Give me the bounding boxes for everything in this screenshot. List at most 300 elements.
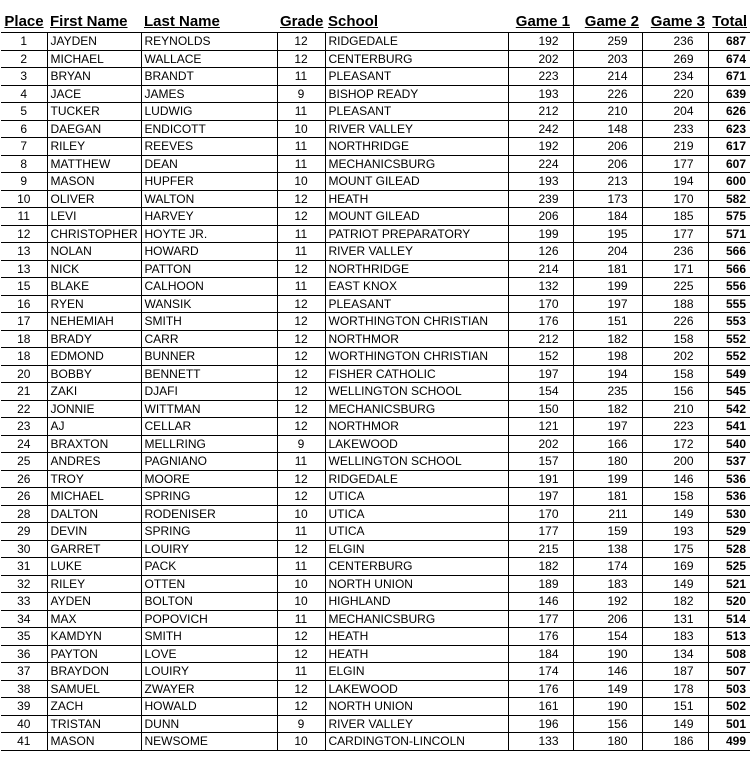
cell-game-2: 214 — [573, 68, 642, 86]
cell-game-2: 181 — [573, 488, 642, 506]
cell-game-2: 197 — [573, 418, 642, 436]
cell-game-3: 226 — [642, 313, 708, 331]
cell-game-2: 203 — [573, 50, 642, 68]
cell-game-2: 138 — [573, 540, 642, 558]
cell-first-name: ANDRES — [47, 453, 141, 471]
cell-grade: 12 — [277, 295, 325, 313]
cell-game-3: 225 — [642, 278, 708, 296]
table-row — [1, 208, 750, 226]
cell-last-name: BOLTON — [141, 593, 277, 611]
cell-grade: 10 — [277, 575, 325, 593]
cell-last-name: CARR — [141, 330, 277, 348]
cell-total: 617 — [708, 138, 750, 156]
cell-place: 20 — [1, 365, 47, 383]
cell-last-name: REEVES — [141, 138, 277, 156]
cell-grade: 12 — [277, 628, 325, 646]
cell-last-name: HOWARD — [141, 243, 277, 261]
cell-last-name: RODENISER — [141, 505, 277, 523]
cell-game-1: 176 — [508, 313, 573, 331]
cell-last-name: NEWSOME — [141, 733, 277, 751]
cell-school: WORTHINGTON CHRISTIAN — [325, 313, 508, 331]
cell-last-name: MOORE — [141, 470, 277, 488]
cell-game-2: 148 — [573, 120, 642, 138]
table-row — [1, 418, 750, 436]
cell-place: 40 — [1, 715, 47, 733]
cell-first-name: JAYDEN — [47, 33, 141, 51]
cell-game-3: 158 — [642, 488, 708, 506]
table-row — [1, 470, 750, 488]
cell-game-1: 192 — [508, 33, 573, 51]
cell-game-1: 146 — [508, 593, 573, 611]
cell-school: RIDGEDALE — [325, 470, 508, 488]
cell-game-3: 187 — [642, 663, 708, 681]
table-row — [1, 628, 750, 646]
cell-school: RIDGEDALE — [325, 33, 508, 51]
cell-place: 17 — [1, 313, 47, 331]
cell-last-name: JAMES — [141, 85, 277, 103]
cell-game-2: 204 — [573, 243, 642, 261]
table-row — [1, 645, 750, 663]
table-row — [1, 313, 750, 331]
cell-school: HEATH — [325, 628, 508, 646]
cell-game-1: 177 — [508, 523, 573, 541]
cell-total: 536 — [708, 470, 750, 488]
cell-total: 525 — [708, 558, 750, 576]
table-row — [1, 190, 750, 208]
table-row — [1, 558, 750, 576]
cell-game-3: 234 — [642, 68, 708, 86]
cell-last-name: REYNOLDS — [141, 33, 277, 51]
cell-game-2: 190 — [573, 645, 642, 663]
cell-game-1: 202 — [508, 50, 573, 68]
cell-game-2: 199 — [573, 278, 642, 296]
cell-game-3: 185 — [642, 208, 708, 226]
cell-last-name: LUDWIG — [141, 103, 277, 121]
cell-grade: 11 — [277, 243, 325, 261]
cell-last-name: BUNNER — [141, 348, 277, 366]
cell-game-3: 151 — [642, 698, 708, 716]
cell-game-3: 200 — [642, 453, 708, 471]
cell-game-3: 186 — [642, 733, 708, 751]
cell-game-2: 190 — [573, 698, 642, 716]
cell-place: 23 — [1, 418, 47, 436]
cell-total: 582 — [708, 190, 750, 208]
cell-grade: 11 — [277, 278, 325, 296]
cell-game-1: 150 — [508, 400, 573, 418]
table-row — [1, 593, 750, 611]
cell-first-name: LEVI — [47, 208, 141, 226]
cell-first-name: BRAYDON — [47, 663, 141, 681]
cell-school: PLEASANT — [325, 295, 508, 313]
cell-game-3: 156 — [642, 383, 708, 401]
cell-first-name: JACE — [47, 85, 141, 103]
cell-last-name: SMITH — [141, 313, 277, 331]
cell-first-name: CHRISTOPHER — [47, 225, 141, 243]
cell-first-name: DALTON — [47, 505, 141, 523]
cell-game-2: 180 — [573, 733, 642, 751]
cell-game-3: 175 — [642, 540, 708, 558]
cell-game-3: 236 — [642, 33, 708, 51]
cell-place: 34 — [1, 610, 47, 628]
cell-last-name: DJAFI — [141, 383, 277, 401]
cell-grade: 11 — [277, 103, 325, 121]
cell-place: 29 — [1, 523, 47, 541]
cell-total: 536 — [708, 488, 750, 506]
cell-place: 18 — [1, 330, 47, 348]
cell-school: CENTERBURG — [325, 50, 508, 68]
cell-game-2: 156 — [573, 715, 642, 733]
table-row — [1, 698, 750, 716]
cell-total: 671 — [708, 68, 750, 86]
table-row — [1, 295, 750, 313]
cell-total: 626 — [708, 103, 750, 121]
cell-last-name: ZWAYER — [141, 680, 277, 698]
cell-place: 28 — [1, 505, 47, 523]
cell-grade: 12 — [277, 208, 325, 226]
header-game-1: Game 1 — [515, 13, 570, 30]
table-row — [1, 365, 750, 383]
cell-game-2: 182 — [573, 330, 642, 348]
cell-total: 542 — [708, 400, 750, 418]
cell-game-1: 184 — [508, 645, 573, 663]
cell-game-3: 236 — [642, 243, 708, 261]
cell-game-1: 239 — [508, 190, 573, 208]
cell-place: 26 — [1, 470, 47, 488]
cell-game-1: 224 — [508, 155, 573, 173]
cell-grade: 10 — [277, 593, 325, 611]
cell-game-1: 199 — [508, 225, 573, 243]
cell-place: 30 — [1, 540, 47, 558]
cell-game-2: 184 — [573, 208, 642, 226]
cell-game-2: 151 — [573, 313, 642, 331]
cell-school: NORTHRIDGE — [325, 260, 508, 278]
cell-grade: 11 — [277, 453, 325, 471]
cell-game-2: 183 — [573, 575, 642, 593]
cell-game-2: 259 — [573, 33, 642, 51]
cell-last-name: POPOVICH — [141, 610, 277, 628]
cell-school: MECHANICSBURG — [325, 610, 508, 628]
cell-game-1: 121 — [508, 418, 573, 436]
cell-game-1: 189 — [508, 575, 573, 593]
cell-game-3: 134 — [642, 645, 708, 663]
cell-game-2: 180 — [573, 453, 642, 471]
table-row — [1, 173, 750, 191]
cell-total: 566 — [708, 243, 750, 261]
cell-game-3: 188 — [642, 295, 708, 313]
cell-grade: 12 — [277, 33, 325, 51]
cell-school: CARDINGTON-LINCOLN — [325, 733, 508, 751]
cell-game-2: 146 — [573, 663, 642, 681]
cell-school: MOUNT GILEAD — [325, 173, 508, 191]
cell-game-2: 197 — [573, 295, 642, 313]
cell-game-1: 206 — [508, 208, 573, 226]
table-row — [1, 225, 750, 243]
cell-total: 521 — [708, 575, 750, 593]
cell-first-name: AYDEN — [47, 593, 141, 611]
cell-place: 16 — [1, 295, 47, 313]
cell-first-name: DAEGAN — [47, 120, 141, 138]
cell-game-3: 158 — [642, 330, 708, 348]
cell-place: 37 — [1, 663, 47, 681]
table-row — [1, 348, 750, 366]
cell-school: NORTHRIDGE — [325, 138, 508, 156]
cell-place: 6 — [1, 120, 47, 138]
cell-place: 12 — [1, 225, 47, 243]
cell-total: 552 — [708, 330, 750, 348]
cell-grade: 11 — [277, 68, 325, 86]
cell-place: 8 — [1, 155, 47, 173]
table-row — [1, 400, 750, 418]
cell-game-2: 154 — [573, 628, 642, 646]
cell-school: HIGHLAND — [325, 593, 508, 611]
cell-first-name: PAYTON — [47, 645, 141, 663]
cell-grade: 12 — [277, 190, 325, 208]
cell-place: 4 — [1, 85, 47, 103]
table-row — [1, 663, 750, 681]
header-row — [1, 12, 750, 33]
cell-first-name: MAX — [47, 610, 141, 628]
cell-grade: 10 — [277, 120, 325, 138]
cell-school: PLEASANT — [325, 68, 508, 86]
cell-game-2: 198 — [573, 348, 642, 366]
cell-grade: 12 — [277, 383, 325, 401]
cell-game-3: 149 — [642, 505, 708, 523]
cell-game-2: 173 — [573, 190, 642, 208]
cell-first-name: TRISTAN — [47, 715, 141, 733]
cell-game-1: 193 — [508, 173, 573, 191]
cell-place: 36 — [1, 645, 47, 663]
cell-school: UTICA — [325, 488, 508, 506]
cell-last-name: LOUIRY — [141, 540, 277, 558]
cell-grade: 12 — [277, 400, 325, 418]
table-row — [1, 505, 750, 523]
cell-place: 21 — [1, 383, 47, 401]
table-row — [1, 680, 750, 698]
cell-school: UTICA — [325, 523, 508, 541]
cell-grade: 9 — [277, 85, 325, 103]
cell-game-3: 169 — [642, 558, 708, 576]
cell-school: BISHOP READY — [325, 85, 508, 103]
cell-first-name: MICHAEL — [47, 50, 141, 68]
cell-total: 513 — [708, 628, 750, 646]
cell-school: FISHER CATHOLIC — [325, 365, 508, 383]
cell-game-2: 199 — [573, 470, 642, 488]
cell-total: 507 — [708, 663, 750, 681]
cell-game-2: 235 — [573, 383, 642, 401]
cell-place: 3 — [1, 68, 47, 86]
cell-total: 575 — [708, 208, 750, 226]
cell-total: 552 — [708, 348, 750, 366]
cell-total: 687 — [708, 33, 750, 51]
cell-first-name: ZACH — [47, 698, 141, 716]
table-row — [1, 278, 750, 296]
cell-game-3: 131 — [642, 610, 708, 628]
cell-game-3: 219 — [642, 138, 708, 156]
cell-last-name: LOUIRY — [141, 663, 277, 681]
cell-total: 674 — [708, 50, 750, 68]
table-row — [1, 715, 750, 733]
cell-game-2: 182 — [573, 400, 642, 418]
cell-grade: 12 — [277, 698, 325, 716]
cell-game-2: 211 — [573, 505, 642, 523]
cell-game-1: 196 — [508, 715, 573, 733]
cell-first-name: GARRET — [47, 540, 141, 558]
cell-grade: 12 — [277, 488, 325, 506]
cell-game-1: 126 — [508, 243, 573, 261]
header-grade: Grade — [280, 13, 324, 30]
cell-total: 502 — [708, 698, 750, 716]
cell-first-name: LUKE — [47, 558, 141, 576]
cell-place: 33 — [1, 593, 47, 611]
cell-game-1: 192 — [508, 138, 573, 156]
cell-game-3: 177 — [642, 225, 708, 243]
cell-first-name: KAMDYN — [47, 628, 141, 646]
cell-first-name: RYEN — [47, 295, 141, 313]
cell-first-name: OLIVER — [47, 190, 141, 208]
cell-grade: 12 — [277, 540, 325, 558]
cell-school: NORTH UNION — [325, 698, 508, 716]
cell-last-name: WALTON — [141, 190, 277, 208]
cell-grade: 12 — [277, 680, 325, 698]
cell-game-3: 220 — [642, 85, 708, 103]
cell-last-name: PAGNIANO — [141, 453, 277, 471]
cell-game-1: 242 — [508, 120, 573, 138]
cell-first-name: MASON — [47, 733, 141, 751]
cell-grade: 11 — [277, 138, 325, 156]
cell-game-3: 233 — [642, 120, 708, 138]
header-last-name: Last Name — [144, 13, 220, 30]
cell-school: MECHANICSBURG — [325, 155, 508, 173]
cell-game-3: 182 — [642, 593, 708, 611]
cell-school: NORTH UNION — [325, 575, 508, 593]
cell-grade: 11 — [277, 663, 325, 681]
cell-grade: 12 — [277, 260, 325, 278]
cell-game-3: 158 — [642, 365, 708, 383]
cell-last-name: OTTEN — [141, 575, 277, 593]
cell-first-name: BOBBY — [47, 365, 141, 383]
cell-first-name: DEVIN — [47, 523, 141, 541]
cell-grade: 11 — [277, 610, 325, 628]
table-row — [1, 138, 750, 156]
cell-last-name: HOYTE JR. — [141, 225, 277, 243]
cell-first-name: NICK — [47, 260, 141, 278]
cell-game-1: 176 — [508, 680, 573, 698]
cell-place: 39 — [1, 698, 47, 716]
cell-last-name: WALLACE — [141, 50, 277, 68]
cell-game-3: 177 — [642, 155, 708, 173]
table-row — [1, 68, 750, 86]
cell-last-name: HARVEY — [141, 208, 277, 226]
cell-place: 11 — [1, 208, 47, 226]
table-row — [1, 330, 750, 348]
cell-school: PLEASANT — [325, 103, 508, 121]
table-row — [1, 523, 750, 541]
cell-grade: 9 — [277, 435, 325, 453]
cell-grade: 9 — [277, 715, 325, 733]
header-first-name: First Name — [50, 13, 128, 30]
cell-game-1: 193 — [508, 85, 573, 103]
cell-last-name: HOWALD — [141, 698, 277, 716]
cell-first-name: MASON — [47, 173, 141, 191]
cell-game-1: 161 — [508, 698, 573, 716]
cell-grade: 11 — [277, 523, 325, 541]
cell-school: HEATH — [325, 190, 508, 208]
cell-total: 529 — [708, 523, 750, 541]
cell-grade: 12 — [277, 348, 325, 366]
cell-game-2: 149 — [573, 680, 642, 698]
cell-school: LAKEWOOD — [325, 435, 508, 453]
table-row — [1, 85, 750, 103]
standings-table — [1, 12, 750, 751]
cell-school: NORTHMOR — [325, 418, 508, 436]
cell-game-3: 178 — [642, 680, 708, 698]
cell-last-name: SPRING — [141, 523, 277, 541]
cell-game-1: 212 — [508, 103, 573, 121]
cell-school: WELLINGTON SCHOOL — [325, 383, 508, 401]
cell-game-1: 215 — [508, 540, 573, 558]
cell-game-1: 223 — [508, 68, 573, 86]
cell-game-2: 195 — [573, 225, 642, 243]
cell-game-3: 171 — [642, 260, 708, 278]
table-row — [1, 383, 750, 401]
cell-game-2: 181 — [573, 260, 642, 278]
cell-game-2: 206 — [573, 138, 642, 156]
cell-game-3: 202 — [642, 348, 708, 366]
cell-game-1: 214 — [508, 260, 573, 278]
cell-game-1: 182 — [508, 558, 573, 576]
cell-school: WORTHINGTON CHRISTIAN — [325, 348, 508, 366]
cell-place: 35 — [1, 628, 47, 646]
header-total: Total — [712, 13, 747, 30]
cell-last-name: SMITH — [141, 628, 277, 646]
cell-place: 18 — [1, 348, 47, 366]
cell-total: 540 — [708, 435, 750, 453]
cell-first-name: BRADY — [47, 330, 141, 348]
cell-first-name: BRAXTON — [47, 435, 141, 453]
cell-grade: 11 — [277, 155, 325, 173]
cell-total: 556 — [708, 278, 750, 296]
cell-last-name: DEAN — [141, 155, 277, 173]
cell-game-3: 172 — [642, 435, 708, 453]
cell-school: UTICA — [325, 505, 508, 523]
cell-place: 9 — [1, 173, 47, 191]
cell-place: 24 — [1, 435, 47, 453]
table-row — [1, 120, 750, 138]
cell-game-3: 194 — [642, 173, 708, 191]
header-game-3: Game 3 — [650, 13, 705, 30]
table-row — [1, 103, 750, 121]
cell-total: 499 — [708, 733, 750, 751]
cell-total: 520 — [708, 593, 750, 611]
cell-total: 553 — [708, 313, 750, 331]
cell-school: ELGIN — [325, 540, 508, 558]
cell-first-name: AJ — [47, 418, 141, 436]
cell-game-1: 197 — [508, 365, 573, 383]
header-game-2: Game 2 — [584, 13, 639, 30]
table-row — [1, 260, 750, 278]
cell-first-name: TROY — [47, 470, 141, 488]
cell-game-3: 170 — [642, 190, 708, 208]
cell-last-name: BRANDT — [141, 68, 277, 86]
cell-game-1: 132 — [508, 278, 573, 296]
cell-total: 501 — [708, 715, 750, 733]
cell-first-name: SAMUEL — [47, 680, 141, 698]
table-row — [1, 243, 750, 261]
cell-last-name: CELLAR — [141, 418, 277, 436]
cell-total: 566 — [708, 260, 750, 278]
cell-last-name: HUPFER — [141, 173, 277, 191]
cell-first-name: TUCKER — [47, 103, 141, 121]
